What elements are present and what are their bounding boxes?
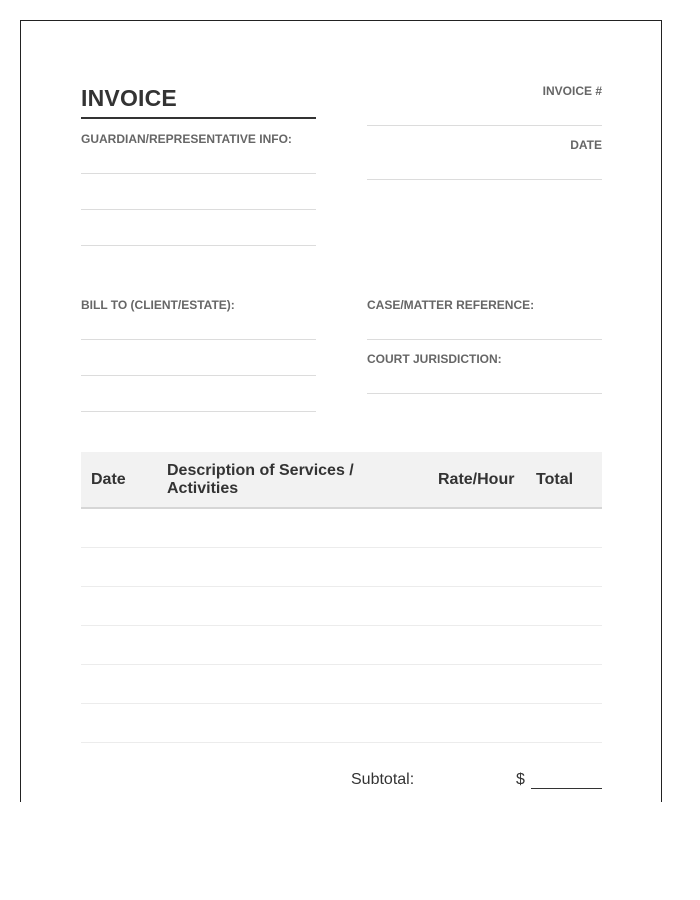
table-row[interactable]	[81, 586, 602, 587]
court-jurisdiction-label: COURT JURISDICTION:	[367, 352, 502, 366]
invoice-number-field[interactable]	[367, 125, 602, 126]
table-row[interactable]	[81, 625, 602, 626]
bill-to-line-3[interactable]	[81, 411, 316, 412]
date-label: DATE	[570, 138, 602, 152]
invoice-title: INVOICE	[81, 85, 177, 111]
court-jurisdiction-field[interactable]	[367, 393, 602, 394]
column-header-date: Date	[91, 471, 126, 488]
table-row[interactable]	[81, 703, 602, 704]
case-reference-field[interactable]	[367, 339, 602, 340]
guardian-info-line-2[interactable]	[81, 209, 316, 210]
column-header-total: Total	[536, 471, 574, 488]
column-header-rate: Rate/Hour	[438, 471, 515, 488]
table-row[interactable]	[81, 664, 602, 665]
currency-symbol: $	[516, 771, 525, 788]
guardian-info-label: GUARDIAN/REPRESENTATIVE INFO:	[81, 132, 292, 146]
title-underline	[81, 117, 316, 119]
subtotal-field[interactable]	[531, 788, 602, 789]
guardian-info-line-3[interactable]	[81, 245, 316, 246]
bill-to-line-2[interactable]	[81, 375, 316, 376]
invoice-number-label: INVOICE #	[542, 84, 602, 98]
case-reference-label: CASE/MATTER REFERENCE:	[367, 298, 535, 312]
bill-to-line-1[interactable]	[81, 339, 316, 340]
invoice-page	[20, 20, 662, 802]
table-row[interactable]	[81, 547, 602, 548]
column-header-description: Description of Services / Activities	[167, 462, 354, 497]
services-table-header	[81, 452, 602, 509]
bill-to-label: BILL TO (CLIENT/ESTATE):	[81, 298, 235, 312]
guardian-info-line-1[interactable]	[81, 173, 316, 174]
subtotal-label: Subtotal:	[351, 771, 415, 788]
date-field[interactable]	[367, 179, 602, 180]
table-row[interactable]	[81, 742, 602, 743]
